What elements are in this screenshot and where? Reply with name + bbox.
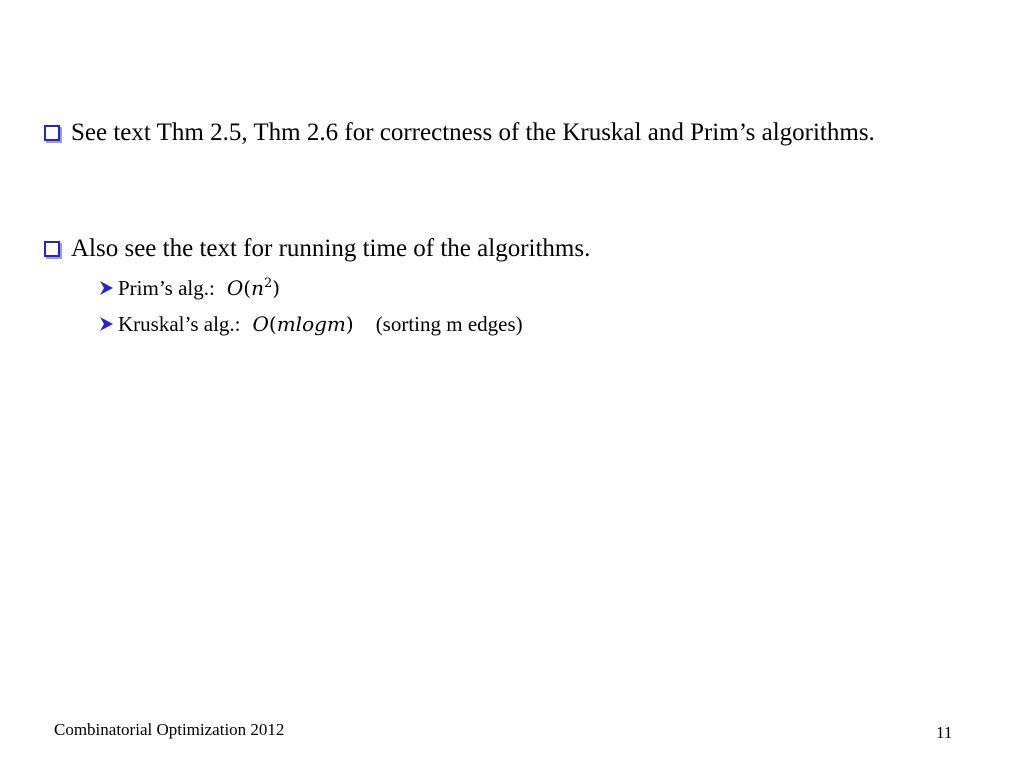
complexity-expression: O(mlogm) [252, 312, 354, 336]
bullet-text: Also see the text for running time of the algorithms. [71, 235, 591, 262]
bullet-running-time [44, 232, 924, 266]
arrowhead-bullet-icon [98, 310, 116, 338]
complexity-expression: $O(n^2)$ [226, 276, 281, 300]
footer-course-title: Combinatorial Optimization 2012 [54, 720, 285, 739]
bullet-correctness [44, 116, 924, 150]
hollow-square-bullet-icon [44, 241, 60, 257]
arrowhead-bullet-icon [98, 274, 116, 302]
subbullet-kruskal [98, 310, 523, 338]
subbullet-label: Prim’s alg.: [118, 276, 215, 300]
hollow-square-bullet-icon [44, 125, 60, 141]
page-number: 11 [936, 723, 953, 742]
complexity-note: (sorting m edges) [375, 312, 523, 336]
bullet-text: See text Thm 2.5, Thm 2.6 for correctness of the Kruskal and Prim’s algorithms. [71, 119, 875, 146]
subbullet-prim [98, 274, 280, 302]
subbullet-label: Kruskal’s alg.: [118, 312, 241, 336]
